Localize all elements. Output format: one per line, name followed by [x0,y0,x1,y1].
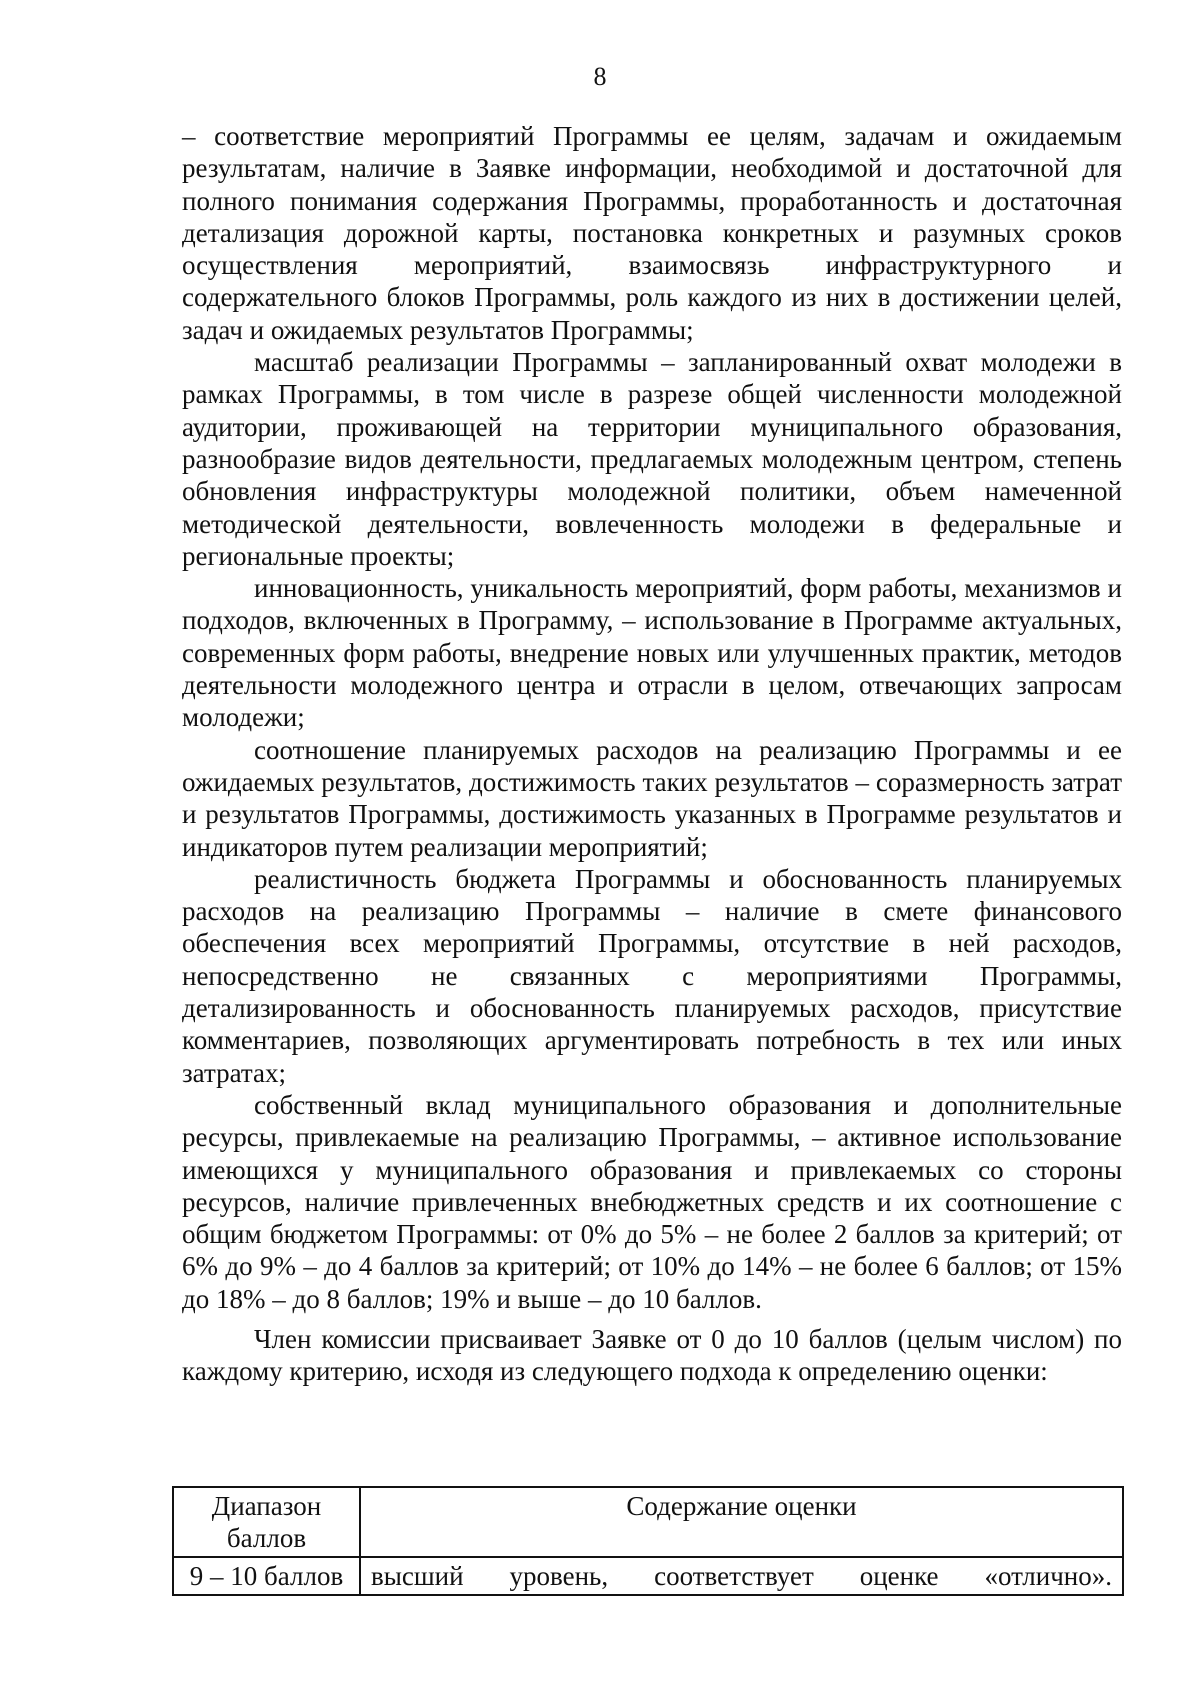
paragraph-criterion-scale: масштаб реализации Программы – запланированный охват молодежи в рамках Программы, в том числе в разрезе общей численности молодежной аудитории, проживающей на территории муниципального образования, разнообразие видов деятельности, предлагаемых молодежным центром, степень обновления инфраструктуры молодежной политики, объем намеченной методической деятельности, вовлеченность молодежи в федеральные и региональные проекты; [182,347,1122,571]
paragraph-criterion-budget-realism: реалистичность бюджета Программы и обоснованность планируемых расходов на реализацию Программы – наличие в смете финансового обеспечения всех мероприятий Программы, отсутствие в ней расходов, непосредственно не связанных с мероприятиями Программы, детализированность и обоснованность планируемых расходов, присутствие комментариев, позволяющих аргументировать потребность в тех или иных затратах; [182,863,1122,1088]
header-score-content: Содержание оценки [360,1487,1123,1557]
page-number: 8 [593,62,607,91]
table-row [173,1557,1123,1595]
table-header-row [173,1487,1123,1557]
score-range-table [172,1486,1124,1596]
score-range-cell: 9 – 10 баллов [173,1557,360,1595]
score-description-cell: высший уровень, соответствует оценке «отлично». [360,1557,1123,1595]
paragraph-criterion-innovation: инновационность, уникальность мероприятий, форм работы, механизмов и подходов, включенных в Программу, – использование в Программе актуальных, современных форм работы, внедрение новых или улучшенных практик, методов деятельности молодежного центра и отрасли в целом, отвечающих запросам молодежи; [182,573,1122,733]
header-score-range: Диапазон баллов [173,1487,360,1557]
document-body [182,120,1122,1388]
paragraph-criterion-own-contribution: собственный вклад муниципального образования и дополнительные ресурсы, привлекаемые на реализацию Программы, – активное использование имеющихся у муниципального образования и привлекаемых со стороны ресурсов, наличие привлеченных внебюджетных средств и их соотношение с общим бюджетом Программы: от 0% до 5% – не более 2 баллов за критерий; от 6% до 9% – до 4 баллов за критерий; от 10% до 14% – не более 6 баллов; от 15% до 18% – до 8 баллов; 19% и выше – до 10 баллов. [182,1089,1122,1314]
paragraph-criterion-cost-ratio: соотношение планируемых расходов на реализацию Программы и ее ожидаемых результатов, достижимость таких результатов – соразмерность затрат и результатов Программы, достижимость указанных в Программе результатов и индикаторов путем реализации мероприятий; [182,734,1122,862]
paragraph-criterion-consistency: – соответствие мероприятий Программы ее целям, задачам и ожидаемым результатам, наличие в Заявке информации, необходимой и достаточной для полного понимания содержания Программы, проработанность и достаточная детализация дорожной карты, постановка конкретных и разумных сроков осуществления мероприятий, взаимосвязь инфраструктурного и содержательного блоков Программы, роль каждого из них в достижении целей, задач и ожидаемых результатов Программы; [182,121,1122,345]
paragraph-scoring-intro: Член комиссии присваивает Заявке от 0 до 10 баллов (целым числом) по каждому критерию, исходя из следующего подхода к определению оценки: [182,1323,1122,1387]
